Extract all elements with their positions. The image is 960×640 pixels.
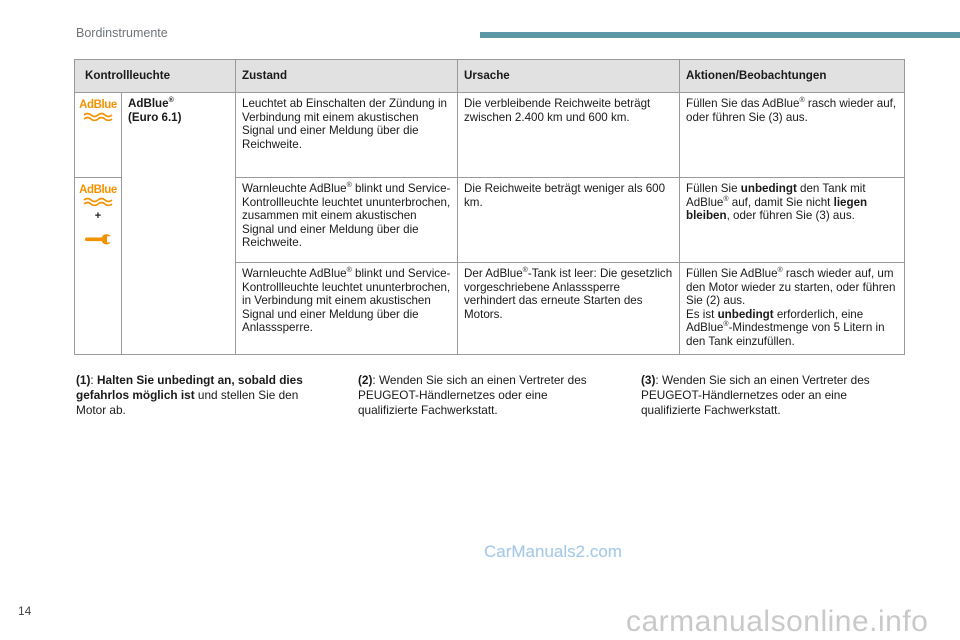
plus-sign: + <box>94 210 102 222</box>
footnote-1 <box>76 373 326 418</box>
lamp-icon-cell <box>75 178 122 355</box>
registered-mark: ® <box>777 267 783 275</box>
registered-mark: ® <box>723 321 729 329</box>
lamp-name-cell <box>122 93 236 355</box>
aktion-text: Füllen Sie das AdBlue <box>686 97 800 110</box>
footnote-sep: : <box>90 373 97 387</box>
lamp-name: AdBlue <box>128 97 169 110</box>
aktion-text: Füllen Sie <box>686 182 741 195</box>
footnote-sep: : <box>372 373 379 387</box>
zustand-text: Leuchtet ab Einschalten der Zündung in Verbindung mit einem akustischen Signal und einer Meldung über die Reichweite. <box>242 97 447 151</box>
page-number: 14 <box>18 604 32 618</box>
adblue-icon-label: AdBlue <box>79 184 117 196</box>
aktion-cell <box>680 93 905 178</box>
adblue-warning-icon <box>79 99 117 121</box>
aktion-text: den Tank mit AdBlue <box>686 182 866 209</box>
aktion-emphasis: unbedingt <box>717 307 774 321</box>
column-header-aktionen: Aktionen/Beobachtungen <box>680 60 905 93</box>
footnote-text: und stellen Sie den Motor ab. <box>76 388 299 417</box>
column-header-kontrollleuchte: Kontrollleuchte <box>75 60 236 93</box>
lamp-norm: (Euro 6.1) <box>128 110 182 124</box>
footnote-text: Wenden Sie sich an einen Vertreter des PEUGEOT-Händlernetzes oder an eine qualifizierte Fachwerkstatt. <box>641 373 870 417</box>
aktion-cell <box>680 263 905 355</box>
adblue-icon-label: AdBlue <box>79 99 117 111</box>
registered-mark: ® <box>346 182 352 190</box>
adblue-warning-icon <box>79 184 117 246</box>
aktion-text: rasch wieder auf, um den Motor wieder zu starten, oder führen Sie (2) aus. <box>686 267 896 308</box>
ursache-text: Die Reichweite beträgt weniger als 600 km. <box>464 182 666 209</box>
footnote-ref: (1) <box>76 373 91 387</box>
adblue-waves-icon <box>83 197 113 206</box>
zustand-text: blinkt und Service-Kontrollleuchte leuchtet ununterbrochen, in Verbindung mit einem akustischen Signal und einer Meldung über die Anlasssperre. <box>242 267 451 335</box>
service-wrench-icon <box>83 232 113 246</box>
watermark-carmanualsonline: carmanualsonline.info <box>626 605 929 638</box>
aktion-text: rasch wieder auf, oder führen Sie (3) aus. <box>686 97 897 124</box>
page-section-title: Bordinstrumente <box>76 26 168 40</box>
zustand-text: blinkt und Service-Kontrollleuchte leuchtet ununterbrochen, zusammen mit einem akustischen Signal und einer Meldung über die Reichweite. <box>242 182 451 250</box>
column-header-zustand: Zustand <box>236 60 458 93</box>
table-header-row <box>75 60 905 93</box>
lamp-icon-cell <box>75 93 122 178</box>
zustand-text: Warnleuchte AdBlue <box>242 182 347 195</box>
aktion-cell <box>680 178 905 263</box>
aktion-text: auf, damit Sie nicht <box>728 195 834 209</box>
registered-mark: ® <box>799 97 805 105</box>
aktion-text: erforderlich, eine AdBlue <box>686 307 864 335</box>
zustand-cell <box>236 178 458 263</box>
footnote-emphasis: Halten Sie unbedingt an, sobald dies gefahrlos möglich ist <box>76 373 303 402</box>
registered-mark: ® <box>723 195 729 203</box>
ursache-cell <box>458 178 680 263</box>
zustand-cell <box>236 263 458 355</box>
warning-lamp-table <box>74 59 905 355</box>
footnote-2 <box>358 373 608 418</box>
zustand-cell <box>236 93 458 178</box>
aktion-text: Füllen Sie AdBlue <box>686 267 778 280</box>
ursache-text: -Tank ist leer: Die gesetzlich vorgeschriebene Anlasssperre verhindert das erneute Starten des Motors. <box>464 267 673 321</box>
footnote-text: Wenden Sie sich an einen Vertreter des PEUGEOT-Händlernetzes oder eine qualifizierte Fachwerkstatt. <box>358 373 587 417</box>
ursache-text: Die verbleibende Reichweite beträgt zwischen 2.400 km und 600 km. <box>464 97 651 124</box>
footnote-3 <box>641 373 891 418</box>
footnote-sep: : <box>655 373 662 387</box>
aktion-text: -Mindestmenge von 5 Litern in den Tank einzufüllen. <box>686 321 885 348</box>
aktion-text: , oder führen Sie (3) aus. <box>726 209 855 223</box>
registered-mark: ® <box>346 267 352 275</box>
table-row <box>75 93 905 178</box>
footnote-ref: (2) <box>358 373 373 387</box>
header-accent-bar <box>480 32 960 38</box>
registered-mark: ® <box>168 97 174 105</box>
registered-mark: ® <box>522 267 528 275</box>
aktion-text: Es ist <box>686 307 718 321</box>
watermark-carmanuals2: CarManuals2.com <box>484 542 622 561</box>
ursache-cell <box>458 263 680 355</box>
ursache-cell <box>458 93 680 178</box>
aktion-emphasis: unbedingt <box>740 182 797 195</box>
column-header-ursache: Ursache <box>458 60 680 93</box>
zustand-text: Warnleuchte AdBlue <box>242 267 347 280</box>
footnote-ref: (3) <box>641 373 656 387</box>
aktion-emphasis: liegen bleiben <box>686 195 868 223</box>
ursache-text: Der AdBlue <box>464 267 523 280</box>
adblue-waves-icon <box>83 112 113 121</box>
